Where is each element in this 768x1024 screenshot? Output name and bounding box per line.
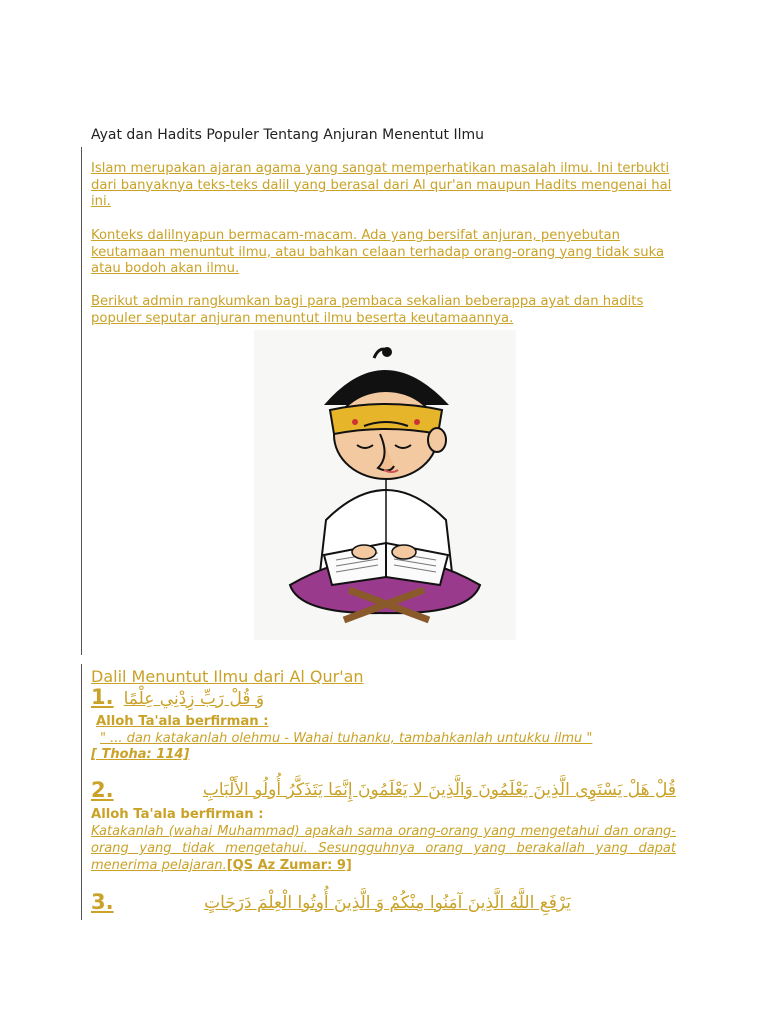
left-margin-rule bbox=[81, 147, 82, 655]
context-paragraph[interactable]: Konteks dalilnyapun bermacam-macam. Ada yang bersifat anjuran, penyebutan keutamaan menuntut ilmu, atau bahkan celaan terhadap orang-orang yang tidak suka atau bodoh akan ilmu. bbox=[91, 228, 665, 276]
verse-number: 2. bbox=[91, 778, 114, 802]
verse-reference: [ Thoha: 114] bbox=[91, 747, 190, 762]
translation-text: Katakanlah (wahai Muhammad) apakah sama orang-orang yang mengetahui dan orang-orang yang tidak mengetahui. Sesungguhnya orang yang berakallah yang dapat menerima pelajaran. bbox=[91, 824, 676, 873]
page-title: Ayat dan Hadits Populer Tentang Anjuran Menentut Ilmu bbox=[91, 127, 485, 143]
intro-paragraph[interactable]: Islam merupakan ajaran agama yang sangat memperhatikan masalah ilmu. Ini terbukti dari banyaknya teks-teks dalil yang berasal dari Al qur'an maupun Hadits mengenai hal ini. bbox=[91, 161, 672, 209]
verse-1[interactable] bbox=[91, 685, 264, 709]
arabic-verse: قُلْ هَلْ يَسْتَوِى الَّذِينَ يَعْلَمُونَ وَالَّذِينَ لا يَعْلَمُونَ إِنَّمَا يَتَذَكَّرُ أُولُو الأَلْبَابِ bbox=[202, 780, 676, 800]
section-heading[interactable]: Dalil Menuntut Ilmu dari Al Qur'an bbox=[91, 667, 364, 686]
arabic-verse: وَ قُلْ رَبِّ زِدْنِي عِلْمًا bbox=[123, 689, 265, 709]
boy-reading-quran-illustration bbox=[254, 330, 516, 640]
verse-reference: [QS Az Zumar: 9] bbox=[226, 858, 352, 873]
summary-paragraph[interactable]: Berikut admin rangkumkan bagi para pembaca sekalian beberappa ayat dan hadits populer seputar anjuran menuntut ilmu beserta keutamaannya. bbox=[91, 294, 644, 326]
firman-label: Alloh Ta'ala berfirman : bbox=[91, 807, 264, 822]
firman-label: Alloh Ta'ala berfirman : bbox=[96, 714, 269, 729]
verse-2[interactable] bbox=[91, 778, 676, 802]
verse-number: 3. bbox=[91, 890, 114, 914]
verse-number: 1. bbox=[91, 685, 114, 709]
verse-translation: " ... dan katakanlah olehmu - Wahai tuhanku, tambahkanlah untukku ilmu " bbox=[100, 731, 593, 746]
verse-3[interactable] bbox=[91, 890, 571, 914]
left-margin-rule bbox=[81, 664, 82, 920]
arabic-verse: يَرْفَعِ اللَّهُ الَّذِينَ آمَنُوا مِنْكُمْ وَ الَّذِينَ أُوتُوا الْعِلْمَ دَرَجَاتٍ bbox=[204, 893, 571, 913]
verse-translation bbox=[91, 823, 676, 874]
